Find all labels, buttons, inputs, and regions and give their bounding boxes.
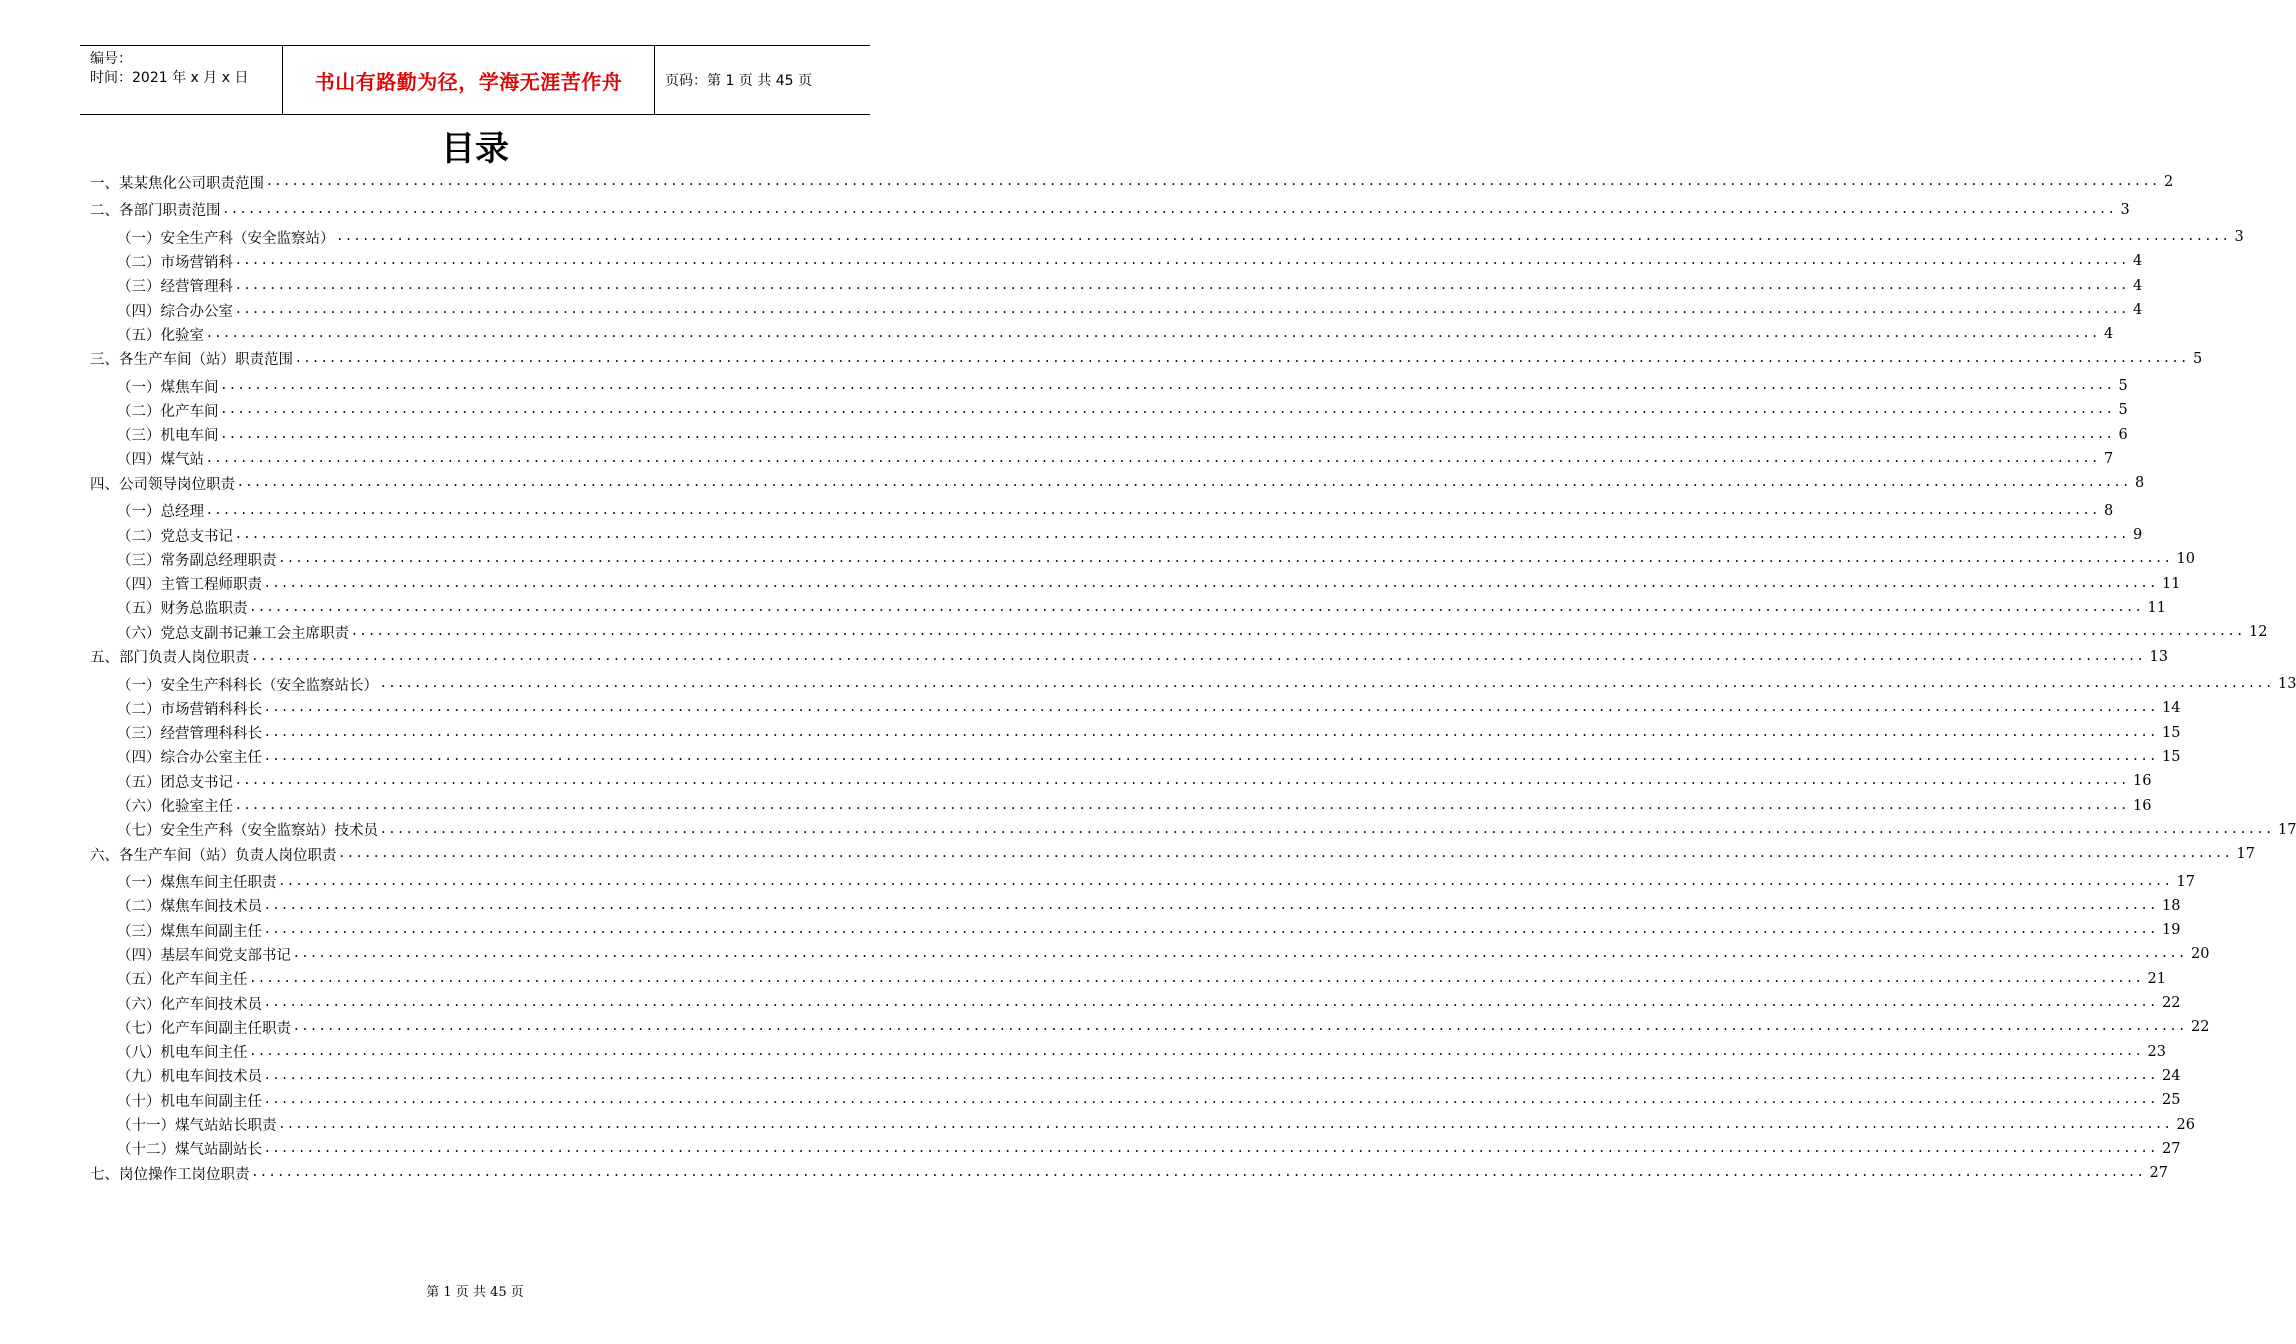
toc-entry-page: 15 — [2162, 748, 2181, 765]
toc-entry-page: 26 — [2176, 1116, 2195, 1133]
toc-entry-page: 2 — [2164, 174, 2174, 191]
toc-entry-page: 25 — [2162, 1092, 2181, 1109]
toc-entry[interactable] — [90, 745, 2181, 769]
toc-entry-label: 六、各生产车间（站）负责人岗位职责 — [90, 847, 337, 864]
header-meta — [80, 46, 282, 114]
toc-entry-label: 七、岗位操作工岗位职责 — [90, 1166, 250, 1183]
toc-entry-label: 一、某某焦化公司职责范围 — [90, 175, 264, 192]
toc-entry[interactable] — [90, 769, 2152, 793]
header-motto: 书山有路勤为径，学海无涯苦作舟 — [282, 46, 655, 114]
toc-entry-label: （一）总经理 — [117, 504, 204, 521]
toc-entry-label: 四、公司领导岗位职责 — [90, 476, 235, 493]
toc-dot-leader: ............................................................................................................................................................................................................................ — [238, 474, 2133, 491]
toc-entry-page: 4 — [2104, 326, 2114, 343]
toc-entry-label: （一）安全生产科科长（安全监察站长） — [117, 677, 378, 694]
toc-dot-leader: ............................................................................................................................................................................................................................ — [236, 526, 2131, 543]
toc-dot-leader: ............................................................................................................................................................................................................................ — [265, 1139, 2160, 1156]
toc-entry-label: （四）主管工程师职责 — [117, 577, 262, 594]
toc-dot-leader: ............................................................................................................................................................................................................................ — [294, 945, 2189, 962]
toc-dot-leader: ............................................................................................................................................................................................................................ — [296, 349, 2191, 366]
toc-entry-page: 15 — [2162, 724, 2181, 741]
toc-entry-page: 17 — [2278, 821, 2296, 838]
toc-entry[interactable] — [90, 374, 2128, 398]
toc-dot-leader: ............................................................................................................................................................................................................................ — [207, 325, 2102, 342]
toc-dot-leader: ............................................................................................................................................................................................................................ — [339, 845, 2234, 862]
toc-entry-label: （二）市场营销科科长 — [117, 701, 262, 718]
toc-entry[interactable] — [90, 471, 2145, 495]
toc-dot-leader: ............................................................................................................................................................................................................................ — [250, 1042, 2145, 1059]
toc-entry-page: 3 — [2234, 229, 2244, 246]
date-label: 时间：2021 年 x 月 x 日 — [90, 70, 249, 86]
toc-entry-label: （一）安全生产科（安全监察站） — [117, 230, 335, 247]
toc-entry-page: 5 — [2118, 402, 2128, 419]
toc-entry-page: 22 — [2162, 995, 2181, 1012]
toc-dot-leader: ............................................................................................................................................................................................................................ — [279, 550, 2174, 567]
toc-entry-label: （十一）煤气站站长职责 — [117, 1118, 277, 1135]
toc-entry[interactable] — [90, 967, 2166, 991]
toc-dot-leader: ............................................................................................................................................................................................................................ — [236, 796, 2131, 813]
toc-entry-page: 22 — [2191, 1019, 2210, 1036]
toc-dot-leader: ............................................................................................................................................................................................................................ — [236, 301, 2131, 317]
toc-dot-leader: ............................................................................................................................................................................................................................ — [236, 252, 2131, 269]
toc-entry-page: 7 — [2104, 450, 2114, 467]
toc-entry-label: （一）煤焦车间 — [117, 379, 219, 396]
toc-entry[interactable] — [90, 696, 2181, 720]
toc-entry-label: （六）党总支副书记兼工会主席职责 — [117, 625, 349, 642]
toc-entry[interactable] — [90, 547, 2195, 571]
toc-entry[interactable] — [90, 1137, 2181, 1161]
toc-dot-leader: ............................................................................................................................................................................................................................ — [381, 820, 2276, 837]
toc-entry[interactable] — [90, 1040, 2166, 1064]
page-footer: 第 1 页 共 45 页 — [426, 1285, 524, 1300]
toc-dot-leader: ............................................................................................................................................................................................................................ — [252, 1164, 2147, 1181]
toc-entry-label: （三）经营管理科科长 — [117, 726, 262, 743]
toc-entry[interactable] — [90, 398, 2128, 422]
toc-entry-label: 三、各生产车间（站）职责范围 — [90, 352, 293, 369]
toc-dot-leader: ............................................................................................................................................................................................................................ — [265, 994, 2160, 1011]
toc-dot-leader: ............................................................................................................................................................................................................................ — [337, 228, 2232, 245]
toc-entry-page: 9 — [2133, 527, 2143, 544]
toc-entry-label: （九）机电车间技术员 — [117, 1069, 262, 1086]
toc-entry-label: （十）机电车间副主任 — [117, 1093, 262, 1110]
toc-entry-page: 4 — [2133, 302, 2143, 318]
toc-entry-page: 17 — [2176, 873, 2195, 890]
toc-entry-page: 4 — [2133, 253, 2143, 270]
toc-entry-page: 3 — [2120, 201, 2130, 218]
toc-entry-page: 8 — [2135, 475, 2145, 492]
toc-entry-page: 10 — [2176, 551, 2195, 568]
toc-entry[interactable] — [90, 1088, 2181, 1112]
toc-entry-page: 17 — [2236, 846, 2255, 863]
toc-entry-label: （三）煤焦车间副主任 — [117, 923, 262, 940]
toc-dot-leader: ............................................................................................................................................................................................................................ — [236, 772, 2131, 789]
toc-entry[interactable] — [90, 572, 2181, 596]
toc-dot-leader: ............................................................................................................................................................................................................................ — [265, 896, 2160, 913]
toc-entry-label: （四）煤气站 — [117, 452, 204, 469]
toc-dot-leader: ............................................................................................................................................................................................................................ — [207, 501, 2102, 518]
toc-entry-page: 5 — [2193, 350, 2203, 367]
toc-dot-leader: ............................................................................................................................................................................................................................ — [221, 401, 2116, 418]
toc-entry[interactable] — [90, 942, 2210, 966]
table-of-contents — [90, 170, 2296, 1185]
toc-entry[interactable] — [90, 793, 2152, 817]
toc-entry-label: （三）机电车间 — [117, 428, 219, 445]
toc-entry[interactable] — [90, 249, 2143, 273]
toc-entry-label: （五）化产车间主任 — [117, 972, 248, 989]
toc-entry[interactable] — [90, 1161, 2168, 1185]
toc-dot-leader: ............................................................................................................................................................................................................................ — [381, 675, 2276, 692]
toc-entry-label: （七）化产车间副主任职责 — [117, 1020, 291, 1037]
toc-entry[interactable] — [90, 499, 2114, 523]
toc-entry-page: 13 — [2149, 648, 2168, 665]
toc-entry-label: （一）煤焦车间主任职责 — [117, 875, 277, 892]
toc-dot-leader: ............................................................................................................................................................................................................................ — [223, 200, 2118, 217]
toc-entry-label: （三）常务副总经理职责 — [117, 552, 277, 569]
toc-entry[interactable] — [90, 918, 2181, 942]
toc-dot-leader: ............................................................................................................................................................................................................................ — [265, 723, 2160, 740]
toc-dot-leader: ............................................................................................................................................................................................................................ — [265, 1066, 2160, 1083]
toc-entry-label: （六）化验室主任 — [117, 799, 233, 815]
toc-dot-leader: ............................................................................................................................................................................................................................ — [294, 1018, 2189, 1035]
toc-entry-page: 23 — [2147, 1043, 2166, 1060]
toc-entry-label: （二）市场营销科 — [117, 254, 233, 271]
toc-entry-page: 4 — [2133, 277, 2143, 294]
toc-entry-page: 20 — [2191, 946, 2210, 963]
toc-entry-label: （五）化验室 — [117, 327, 204, 344]
toc-entry-page: 18 — [2162, 897, 2181, 914]
toc-dot-leader: ............................................................................................................................................................................................................................ — [221, 377, 2116, 394]
toc-entry[interactable] — [90, 620, 2268, 644]
toc-entry-label: （四）综合办公室 — [117, 303, 233, 320]
toc-dot-leader: ............................................................................................................................................................................................................................ — [250, 969, 2145, 986]
toc-entry-page: 8 — [2104, 502, 2114, 519]
toc-entry[interactable] — [90, 991, 2181, 1015]
toc-entry[interactable] — [90, 170, 2174, 194]
toc-entry-page: 27 — [2149, 1165, 2168, 1182]
toc-entry[interactable] — [90, 298, 2143, 322]
toc-entry[interactable] — [90, 818, 2296, 842]
toc-entry[interactable] — [90, 423, 2128, 447]
toc-entry[interactable] — [90, 869, 2195, 893]
toc-entry[interactable] — [90, 225, 2244, 249]
toc-entry[interactable] — [90, 644, 2168, 668]
toc-entry[interactable] — [90, 197, 2130, 221]
toc-dot-leader: ............................................................................................................................................................................................................................ — [279, 872, 2174, 889]
toc-entry[interactable] — [90, 346, 2203, 370]
toc-entry[interactable] — [90, 1015, 2210, 1039]
toc-dot-leader: ............................................................................................................................................................................................................................ — [265, 699, 2160, 716]
toc-entry[interactable] — [90, 894, 2181, 918]
toc-dot-leader: ............................................................................................................................................................................................................................ — [352, 623, 2247, 640]
toc-entry-label: （十二）煤气站副站长 — [117, 1142, 262, 1159]
toc-entry-label: （五）财务总监职责 — [117, 601, 248, 618]
toc-entry-page: 16 — [2133, 773, 2152, 790]
serial-number-label: 编号： — [90, 51, 132, 67]
toc-entry-label: （八）机电车间主任 — [117, 1045, 248, 1062]
toc-entry-label: （二）党总支书记 — [117, 528, 233, 545]
toc-entry-label: 五、部门负责人岗位职责 — [90, 650, 250, 667]
toc-dot-leader: ............................................................................................................................................................................................................................ — [252, 647, 2147, 664]
toc-entry-page: 5 — [2118, 378, 2128, 395]
toc-entry-page: 16 — [2133, 797, 2152, 814]
toc-entry[interactable] — [90, 447, 2114, 471]
toc-entry[interactable] — [90, 322, 2114, 346]
toc-dot-leader: ............................................................................................................................................................................................................................ — [265, 921, 2160, 938]
toc-entry-label: （七）安全生产科（安全监察站）技术员 — [117, 823, 378, 840]
toc-entry[interactable] — [90, 720, 2181, 744]
toc-entry[interactable] — [90, 1112, 2195, 1136]
toc-dot-leader: ............................................................................................................................................................................................................................ — [265, 747, 2160, 764]
toc-entry-page: 12 — [2249, 624, 2268, 641]
toc-entry[interactable] — [90, 596, 2166, 620]
toc-entry-page: 11 — [2147, 599, 2166, 616]
toc-entry-page: 6 — [2118, 426, 2128, 443]
toc-entry-page: 27 — [2162, 1140, 2181, 1157]
toc-entry[interactable] — [90, 842, 2255, 866]
toc-dot-leader: ............................................................................................................................................................................................................................ — [221, 425, 2116, 442]
toc-entry-label: （六）化产车间技术员 — [117, 996, 262, 1013]
toc-entry-page: 14 — [2162, 700, 2181, 717]
toc-entry-page: 24 — [2162, 1067, 2181, 1084]
page-title: 目录 — [441, 129, 509, 169]
toc-dot-leader: ............................................................................................................................................................................................................................ — [267, 173, 2162, 190]
toc-entry-page: 11 — [2162, 575, 2181, 592]
toc-entry-label: （五）团总支书记 — [117, 774, 233, 791]
toc-entry[interactable] — [90, 672, 2296, 696]
toc-entry-label: （三）经营管理科 — [117, 279, 233, 296]
header-page-info: 页码：第 1 页 共 45 页 — [665, 73, 812, 89]
toc-entry-label: （二）煤焦车间技术员 — [117, 899, 262, 916]
toc-entry-label: （四）基层车间党支部书记 — [117, 947, 291, 964]
toc-entry-page: 13 — [2278, 676, 2296, 693]
toc-entry[interactable] — [90, 523, 2143, 547]
toc-dot-leader: ............................................................................................................................................................................................................................ — [265, 574, 2160, 591]
toc-dot-leader: ............................................................................................................................................................................................................................ — [236, 276, 2131, 293]
toc-dot-leader: ............................................................................................................................................................................................................................ — [265, 1091, 2160, 1108]
toc-entry-label: 二、各部门职责范围 — [90, 203, 221, 220]
toc-entry-label: （二）化产车间 — [117, 403, 219, 420]
toc-entry-page: 19 — [2162, 922, 2181, 939]
toc-entry[interactable] — [90, 1064, 2181, 1088]
toc-entry[interactable] — [90, 274, 2143, 298]
toc-dot-leader: ............................................................................................................................................................................................................................ — [279, 1115, 2174, 1132]
toc-dot-leader: ............................................................................................................................................................................................................................ — [250, 598, 2145, 615]
toc-dot-leader: ............................................................................................................................................................................................................................ — [207, 449, 2102, 466]
toc-entry-label: （四）综合办公室主任 — [117, 750, 262, 767]
document-header — [80, 45, 870, 115]
toc-entry-page: 21 — [2147, 970, 2166, 987]
